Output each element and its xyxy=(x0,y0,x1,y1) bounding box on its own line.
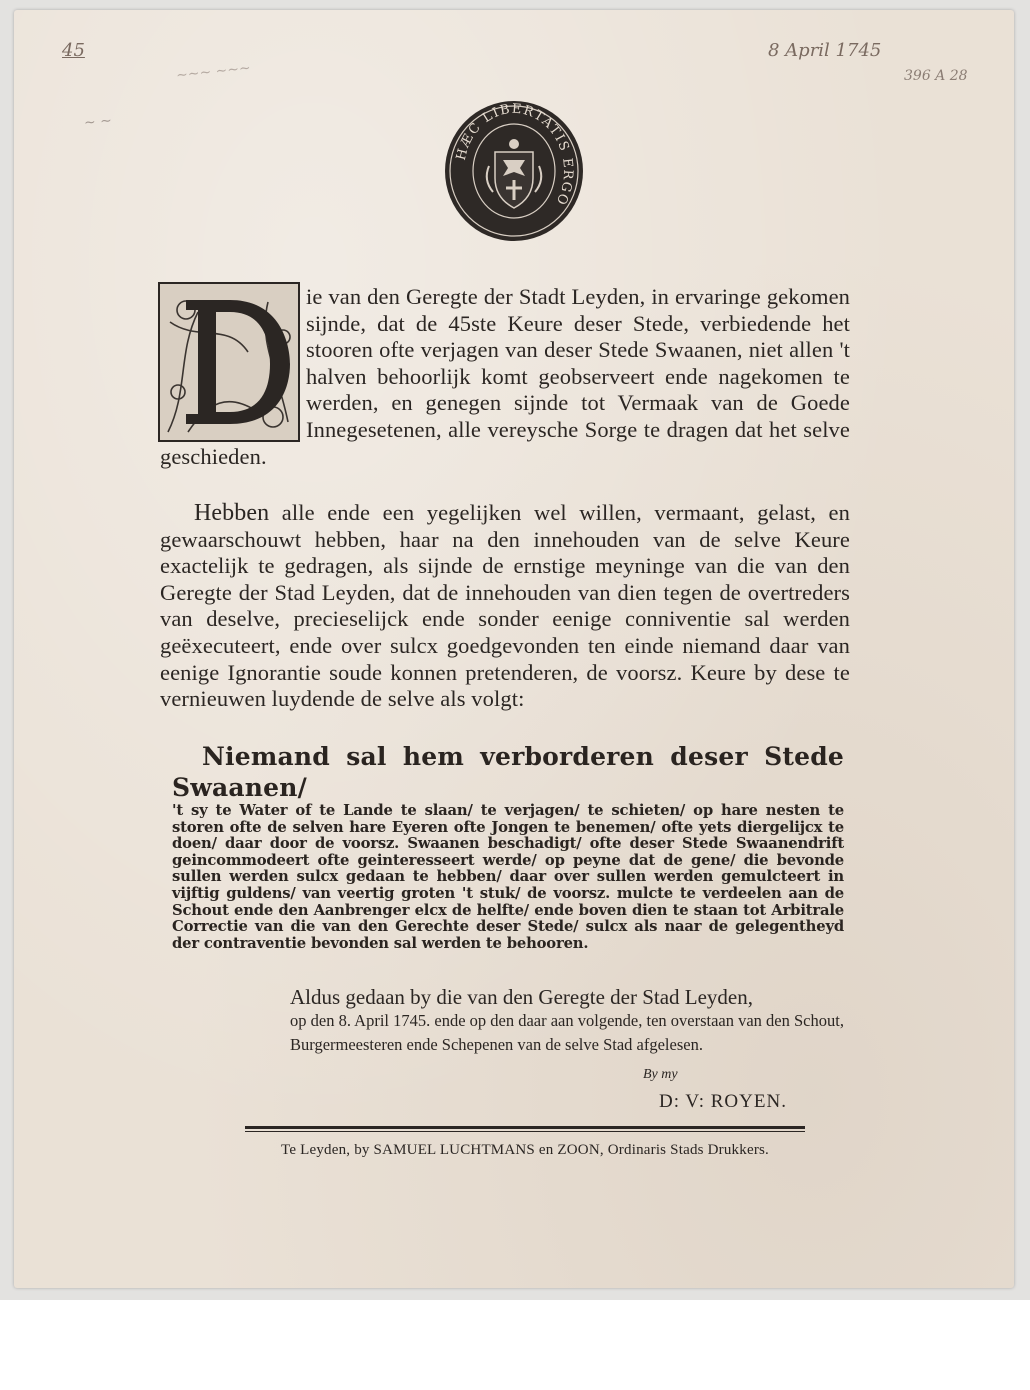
closing-line-2: op den 8. April 1745. ende op den daar aan volgende, ten overstaan van den Schout, Burgermeesteren ende Schepenen van de selve Stad afgelesen. xyxy=(290,1011,844,1054)
faded-pencil-note: ~~~ ~~~ xyxy=(175,60,252,84)
printer-imprint: Te Leyden, by SAMUEL LUCHTMANS en ZOON, Ordinaris Stads Drukkers. xyxy=(281,1142,769,1158)
handwritten-page-number: 45 xyxy=(62,40,85,61)
closing-line-1: Aldus gedaan by die van den Geregte der Stad Leyden, xyxy=(290,985,754,1009)
handwritten-reference: 396 A 28 xyxy=(904,68,968,84)
by-my-label: By my xyxy=(643,1067,678,1082)
keure-lead-line: Niemand sal hem verborderen deser Stede Swaanen/ xyxy=(172,742,844,802)
keure-body-text: 't sy te Water of te Lande te slaan/ te verjagen/ te schieten/ op hare nesten te storen ofte de selven hare Eyeren ofte Jongen te benemen/ ofte yets diergelijcx te doen/ daar door de voorsz. Swaanen beschadigt/ ofte deser Stede Swaanendrift geincommodeert ofte geinteresseert werde/ op peyne dat de gene/ die bevonde sullen werden sulcx gedaan te hebben/ daar over sullen werden gemulcteert in vijftig guldens/ van veertig groten 't stuk/ de voorsz. mulcte te verdeelen aan de Schout ende den Aanbrenger elcx de helfte/ ende boven dien te staan tot Arbitrale Correctie van die van den Gerechte deser Stede/ sulcx als naar de gelegentheyd der contraventie bevonden sal werden te behooren. xyxy=(172,802,844,952)
preamble-paragraph xyxy=(160,284,850,470)
resolution-paragraph xyxy=(160,500,850,713)
seal-motto: HÆC LIBERTATIS ERGO xyxy=(453,101,576,208)
keure-blackletter-text xyxy=(172,741,844,952)
closing-statement xyxy=(290,985,850,1057)
resolution-first-word: Hebben xyxy=(194,500,270,526)
city-seal xyxy=(443,100,585,242)
seal-emblem xyxy=(443,100,585,242)
printer-divider-rule xyxy=(245,1126,805,1132)
handwritten-date-note: 8 April 1745 xyxy=(768,40,882,61)
ornamental-drop-cap xyxy=(158,282,300,442)
signatory-name: D: V: ROYEN. xyxy=(659,1091,787,1112)
preamble-text: ie van den Geregte der Stadt Leyden, in ervaringe gekomen sijnde, dat de 45ste Keure deser Stede, verbiedende het stooren ofte verjagen van deser Stede Swaanen, niet allen 't halven behoorlijk komt geobserveert ende nagekomen te werden, en genegen sijnde tot Vermaak van de Goede Innegesetenen, alle vereysche Sorge te dragen dat het selve geschieden. xyxy=(160,284,850,469)
resolution-text: alle ende een yegelijken wel willen, vermaant, gelast, en gewaarschouwt hebben, haar na den innehouden van de selve Keure exactelijk te gedragen, als sijnde de ernstige meyninge van die van den Geregte der Stad Leyden, dat de innehouden van dien tegen de overtreders van deselve, precieselijck ende sonder eenige conniventie sal werden geëxecuteert, ende over sulcx goedgevonden ten einde niemand daar van eenige Ignorantie soude konnen pretenderen, de voorsz. Keure by dese te vernieuwen luydende de selve als volgt: xyxy=(160,500,850,712)
faded-pencil-note: ~ ~ xyxy=(83,112,113,132)
